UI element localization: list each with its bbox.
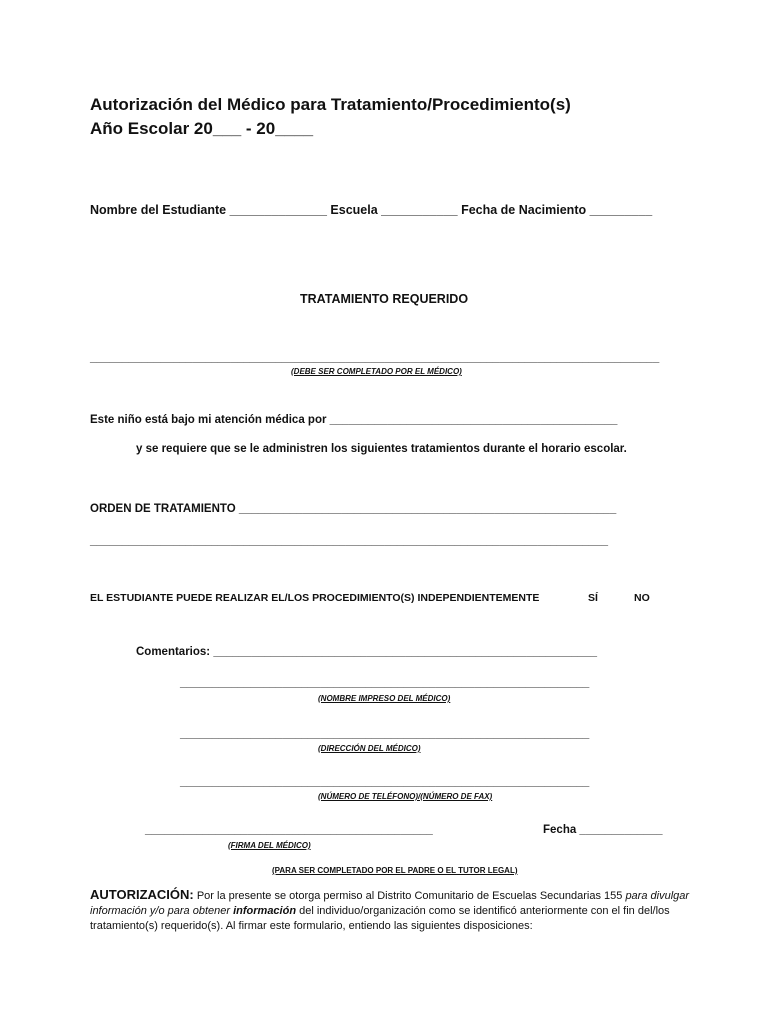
treatment-required-line[interactable]: _________________________________________________________________________________________ — [90, 352, 660, 364]
comments-line[interactable]: Comentarios: ____________________________________________________________ — [136, 646, 598, 658]
physician-phone-caption: (NÚMERO DE TELÉFONO)/(NÚMERO DE FAX) — [318, 792, 493, 801]
physician-name-line[interactable]: ________________________________________________________________ — [180, 677, 590, 689]
authorization-text-1: Por la presente se otorga permiso al Distrito Comunitario de Escuelas Secundarias 155 — [193, 890, 626, 902]
authorization-bold-italic: información — [233, 905, 297, 917]
medical-care-line[interactable]: Este niño está bajo mi atención médica por _____________________________________________ — [90, 414, 618, 426]
physician-name-caption: (NOMBRE IMPRESO DEL MÉDICO) — [318, 694, 451, 703]
physician-phone-line[interactable]: ________________________________________________________________ — [180, 776, 590, 788]
authorization-text-2: del individuo/organización como se identificó anteriormente con el fin del/los tratamiento(s) requerido(s). Al firmar este formulario, entiendo las siguientes disposiciones: — [90, 905, 670, 932]
physician-address-line[interactable]: ________________________________________________________________ — [180, 728, 590, 740]
physician-completion-caption: (DEBE SER COMPLETADO POR EL MÉDICO) — [291, 367, 462, 376]
parent-completion-caption: (PARA SER COMPLETADO POR EL PADRE O EL TUTOR LEGAL) — [272, 866, 518, 875]
treatment-required-heading: TRATAMIENTO REQUERIDO — [300, 292, 469, 306]
student-info-line[interactable]: Nombre del Estudiante ______________ Escuela ___________ Fecha de Nacimiento _________ — [90, 203, 653, 217]
requirement-statement: y se requiere que se le administren los siguientes tratamientos durante el horario escolar. — [136, 443, 627, 455]
physician-signature-caption: (FIRMA DEL MÉDICO) — [228, 841, 311, 850]
no-option[interactable]: NO — [634, 592, 650, 604]
authorization-paragraph — [90, 887, 690, 934]
authorization-lead: AUTORIZACIÓN: — [90, 887, 194, 902]
physician-signature-line[interactable]: _____________________________________________ — [145, 824, 433, 836]
treatment-order-line[interactable]: ORDEN DE TRATAMIENTO ___________________________________________________________ — [90, 503, 617, 515]
yes-option[interactable]: SÍ — [588, 592, 598, 604]
form-title: Autorización del Médico para Tratamiento/Procedimiento(s) — [90, 95, 571, 114]
treatment-order-continuation[interactable]: _________________________________________________________________________________ — [90, 535, 609, 547]
school-year-line: Año Escolar 20___ - 20____ — [90, 119, 314, 138]
independent-procedure-question: EL ESTUDIANTE PUEDE REALIZAR EL/LOS PROCEDIMIENTO(S) INDEPENDIENTEMENTE — [90, 592, 540, 604]
authorization-italic: para divulgar información y/o para obtener — [90, 890, 690, 917]
signature-date-line[interactable]: Fecha _____________ — [543, 824, 663, 836]
physician-address-caption: (DIRECCIÓN DEL MÉDICO) — [318, 744, 421, 753]
